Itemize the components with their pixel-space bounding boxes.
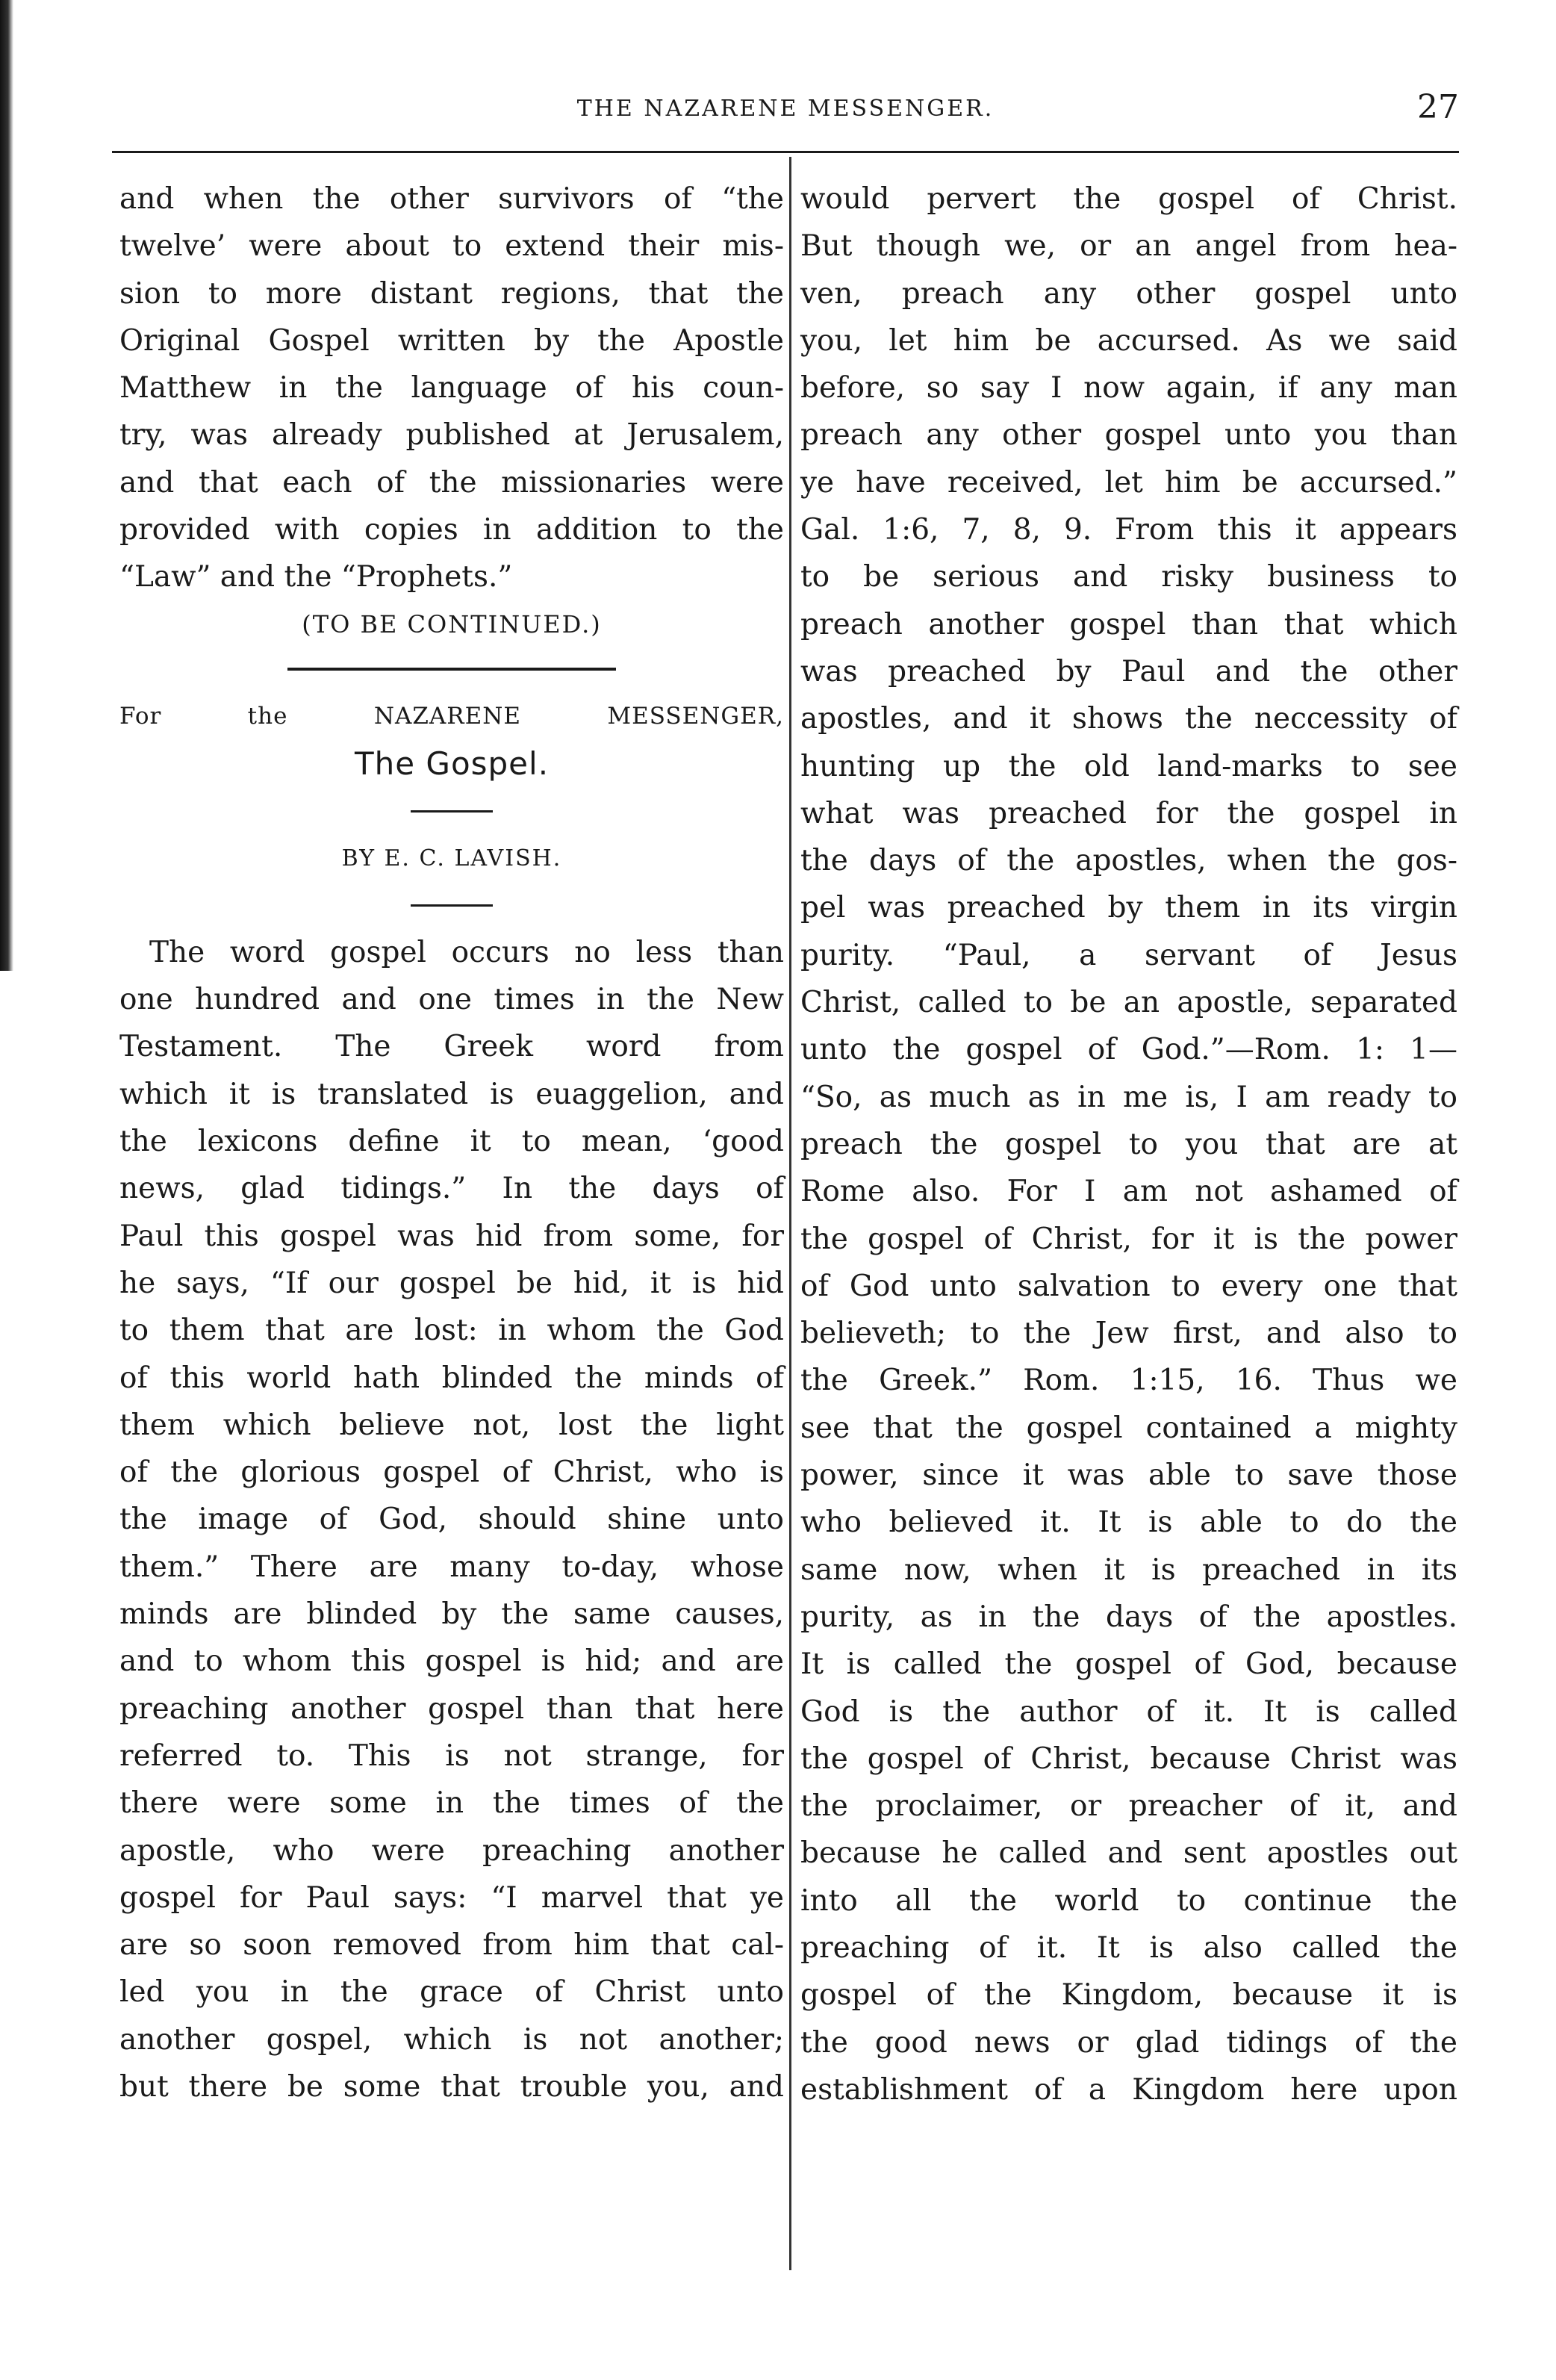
text-line: ven, preach any other gospel unto xyxy=(800,276,1457,311)
text-line: try, was already published at Jerusalem, xyxy=(119,418,784,453)
running-head xyxy=(112,88,1459,140)
text-line: see that the gospel contained a mighty xyxy=(800,1411,1457,1445)
text-line: and that each of the missionaries were xyxy=(119,465,784,500)
text-line: of this world hath blinded the minds of xyxy=(119,1361,784,1395)
text-line: Testament. The Greek word from xyxy=(119,1030,784,1064)
text-line: purity. “Paul, a servant of Jesus xyxy=(800,938,1457,972)
page-number: 27 xyxy=(1417,88,1459,126)
text-line: Original Gospel written by the Apostle xyxy=(119,323,784,358)
section-separator xyxy=(287,668,616,671)
text-line: was preached by Paul and the other xyxy=(800,654,1457,689)
text-line: hunting up the old land-marks to see xyxy=(800,749,1457,783)
text-line: he says, “If our gospel be hid, it is hid xyxy=(119,1266,784,1300)
article-body xyxy=(119,929,784,2110)
text-line: the proclaimer, or preacher of it, and xyxy=(800,1789,1457,1824)
header-rule xyxy=(112,151,1459,153)
text-line: which it is translated is euaggelion, and xyxy=(119,1077,784,1111)
text-line: the image of God, should shine unto xyxy=(119,1503,784,1537)
text-line: apostles, and it shows the neccessity of xyxy=(800,702,1457,736)
text-line: because he called and sent apostles out xyxy=(800,1836,1457,1871)
title-rule xyxy=(411,810,493,813)
text-line: preaching of it. It is also called the xyxy=(800,1930,1457,1965)
text-line: purity, as in the days of the apostles. xyxy=(800,1600,1457,1634)
text-line: of God unto salvation to every one that xyxy=(800,1269,1457,1303)
text-line: the Greek.” Rom. 1:15, 16. Thus we xyxy=(800,1364,1457,1398)
text-line: believeth; to the Jew first, and also to xyxy=(800,1317,1457,1351)
text-line: to them that are lost: in whom the God xyxy=(119,1314,784,1348)
text-line: sion to more distant regions, that the xyxy=(119,276,784,311)
text-line: and when the other survivors of “the xyxy=(119,182,784,216)
text-line: establishment of a Kingdom here upon xyxy=(800,2072,1457,2107)
text-line: the gospel of Christ, because Christ was xyxy=(800,1741,1457,1776)
text-line: Paul this gospel was hid from some, for xyxy=(119,1219,784,1253)
text-line: power, since it was able to save those xyxy=(800,1458,1457,1493)
text-line: of the glorious gospel of Christ, who is xyxy=(119,1455,784,1490)
text-line: what was preached for the gospel in xyxy=(800,796,1457,830)
text-line: you, let him be accursed. As we said xyxy=(800,323,1457,358)
text-line: news, glad tidings.” In the days of xyxy=(119,1172,784,1206)
text-line: apostle, who were preaching another xyxy=(119,1833,784,1868)
text-line: “Law” and the “Prophets.” xyxy=(119,560,513,594)
text-line: them.” There are many to-day, whose xyxy=(119,1550,784,1584)
text-line: minds are blinded by the same causes, xyxy=(119,1597,784,1632)
text-line: and to whom this gospel is hid; and are xyxy=(119,1644,784,1679)
left-column xyxy=(119,175,784,2110)
text-line: The word gospel occurs no less than xyxy=(149,935,784,969)
running-title: THE NAZARENE MESSENGER. xyxy=(576,96,995,122)
to-be-continued: (TO BE CONTINUED.) xyxy=(302,609,602,639)
text-line: twelve’ were about to extend their mis- xyxy=(119,229,784,264)
text-line: gospel of the Kingdom, because it is xyxy=(800,1978,1457,2013)
text-line: “So, as much as in me is, I am ready to xyxy=(800,1080,1457,1114)
article-title: The Gospel. xyxy=(354,745,550,783)
text-line: gospel for Paul says: “I marvel that ye xyxy=(119,1880,784,1915)
column-divider xyxy=(789,157,791,2270)
text-line: but there be some that trouble you, and xyxy=(119,2069,784,2104)
byline: BY E. C. LAVISH. xyxy=(341,845,562,871)
text-line: the gospel of Christ, for it is the power xyxy=(800,1222,1457,1256)
text-line: one hundred and one times in the New xyxy=(119,983,784,1017)
text-line: are so soon removed from him that cal- xyxy=(119,1928,784,1963)
text-line: Rome also. For I am not ashamed of xyxy=(800,1175,1457,1209)
text-line: pel was preached by them in its virgin xyxy=(800,891,1457,925)
text-line: preach any other gospel unto you than xyxy=(800,418,1457,453)
text-line: Matthew in the language of his coun- xyxy=(119,371,784,406)
text-line: preach the gospel to you that are at xyxy=(800,1127,1457,1161)
byline-rule xyxy=(411,904,493,907)
text-line: same now, when it is preached in its xyxy=(800,1553,1457,1587)
text-line: to be serious and risky business to xyxy=(800,560,1457,594)
text-line: provided with copies in addition to the xyxy=(119,513,784,547)
text-line: would pervert the gospel of Christ. xyxy=(800,182,1457,216)
text-line: led you in the grace of Christ unto xyxy=(119,1975,784,2010)
text-line: before, so say I now again, if any man xyxy=(800,371,1457,406)
text-line: the lexicons define it to mean, ‘good xyxy=(119,1125,784,1159)
text-line: unto the gospel of God.”—Rom. 1: 1— xyxy=(800,1033,1457,1067)
text-line: another gospel, which is not another; xyxy=(119,2022,784,2057)
text-line: God is the author of it. It is called xyxy=(800,1694,1457,1729)
text-line: preaching another gospel than that here xyxy=(119,1691,784,1726)
text-line: who believed it. It is able to do the xyxy=(800,1506,1457,1540)
text-line: into all the world to continue the xyxy=(800,1883,1457,1918)
page-spine-shadow xyxy=(0,0,13,971)
text-line: Gal. 1:6, 7, 8, 9. From this it appears xyxy=(800,513,1457,547)
text-line: But though we, or an angel from hea- xyxy=(800,229,1457,264)
text-line: ye have received, let him be accursed.” xyxy=(800,465,1457,500)
credit-line: For the NAZARENE MESSENGER, xyxy=(119,702,784,730)
text-line: It is called the gospel of God, because xyxy=(800,1647,1457,1682)
text-line: the days of the apostles, when the gos- xyxy=(800,844,1457,878)
text-line: preach another gospel than that which xyxy=(800,607,1457,641)
text-line: there were some in the times of the xyxy=(119,1786,784,1821)
text-line: them which believe not, lost the light xyxy=(119,1408,784,1442)
text-line: Christ, called to be an apostle, separated xyxy=(800,986,1457,1020)
text-line: referred to. This is not strange, for xyxy=(119,1739,784,1773)
intro-paragraph xyxy=(119,175,784,601)
text-line: the good news or glad tidings of the xyxy=(800,2025,1457,2060)
right-column xyxy=(800,175,1457,2113)
